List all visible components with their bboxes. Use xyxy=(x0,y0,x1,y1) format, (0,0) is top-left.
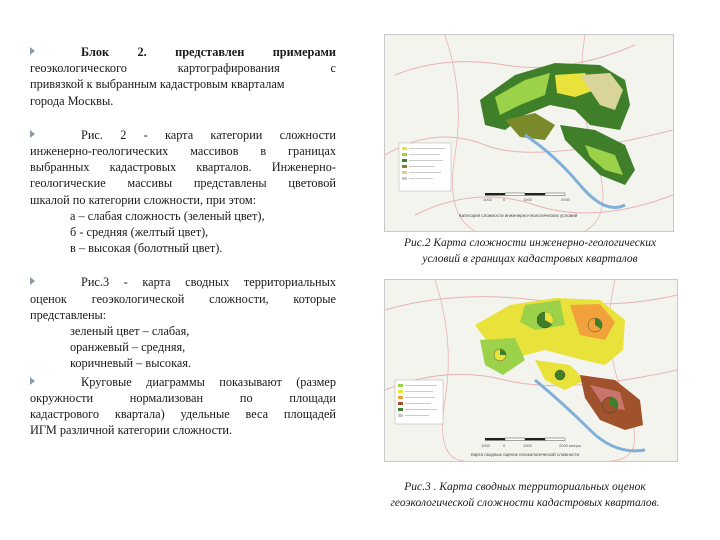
p3-line-2: оценок геоэкологической сложности, которые xyxy=(30,291,336,306)
bullet-icon xyxy=(30,377,35,385)
caption-line-1: Рис.3 . Карта сводных территориальных оценок xyxy=(404,481,646,493)
p3-line-6: коричневый – высокая. xyxy=(70,356,192,371)
p1-line-2: геоэкологического картографирования с xyxy=(30,61,336,76)
p3-line-1: Рис.3 - карта сводных территориальных xyxy=(81,275,336,290)
map-image-1 xyxy=(385,35,673,231)
scale-label-1: 1000 xyxy=(483,197,492,202)
p1-line-1: Блок 2. представлен примерами xyxy=(81,45,336,59)
p3-line-4: зеленый цвет – слабая, xyxy=(70,324,190,339)
paragraph-fig2 xyxy=(30,127,336,257)
bullet-icon xyxy=(30,277,35,285)
p2-line-8: в – высокая (болотный цвет). xyxy=(70,241,223,256)
p1-line-4: города Москвы. xyxy=(30,93,114,108)
text-column xyxy=(30,44,336,456)
p2-line-2: инженерно-геологических массивов в границах xyxy=(30,144,336,159)
p4-line-1: Круговые диаграммы показывают (размер xyxy=(81,374,336,389)
map-image-2 xyxy=(385,280,677,461)
p3-line-5: оранжевый – средняя, xyxy=(70,340,186,355)
p4-line-4: ИГМ различной категории сложности. xyxy=(30,423,233,438)
p2-line-4: геологические массивы представлены цветовой xyxy=(30,176,336,191)
scale-label-4: 2000 xyxy=(561,197,570,202)
scale-label-2: 0 xyxy=(503,443,506,448)
paragraph-fig3 xyxy=(30,274,336,371)
map-figure-engineering-geology xyxy=(384,34,674,232)
bullet-icon xyxy=(30,130,35,138)
scale-label-1: 1000 xyxy=(481,443,490,448)
caption-line-2: условий в границах кадастровых кварталов xyxy=(422,253,638,265)
p2-line-1: Рис. 2 - карта категории сложности xyxy=(81,127,336,142)
scale-label-3: 1000 xyxy=(523,197,532,202)
map-figure-geoecological-complexity xyxy=(384,279,678,462)
bullet-icon xyxy=(30,47,35,55)
p3-line-3: представлены: xyxy=(30,307,107,322)
p2-line-5: шкалой по категории сложности, при этом: xyxy=(30,192,257,207)
p2-line-6: а – слабая сложность (зеленый цвет), xyxy=(70,208,265,223)
paragraph-block2 xyxy=(30,44,336,109)
paragraph-pie-charts xyxy=(30,374,336,439)
scale-label-3: 1000 xyxy=(523,443,532,448)
figure-2-caption xyxy=(360,235,700,267)
p2-line-7: б - средняя (желтый цвет), xyxy=(70,225,209,240)
p4-line-2: окружности нормализован по площади xyxy=(30,390,336,405)
caption-line-2: геоэкологической сложности кадастровых кварталов. xyxy=(390,497,660,509)
caption-line-1: Рис.2 Карта сложности инженерно-геологических xyxy=(403,237,657,249)
scale-label-4: 2000 метры xyxy=(559,443,581,448)
figure-3-caption xyxy=(350,479,700,511)
p1-line-3: привязкой к выбранным кадастровым кварталам xyxy=(30,77,285,92)
p2-line-3: выбранных кадастровых кварталов. Инженерно- xyxy=(30,160,336,175)
scale-label-2: 0 xyxy=(503,197,506,202)
map-small-caption: Категория сложности инженерно-геологических условий xyxy=(459,213,578,218)
map-small-caption: Карта сводных оценок геоэкологической сложности xyxy=(471,452,580,457)
p4-line-3: кадастрового квартала) удельные веса площадей xyxy=(30,407,336,422)
